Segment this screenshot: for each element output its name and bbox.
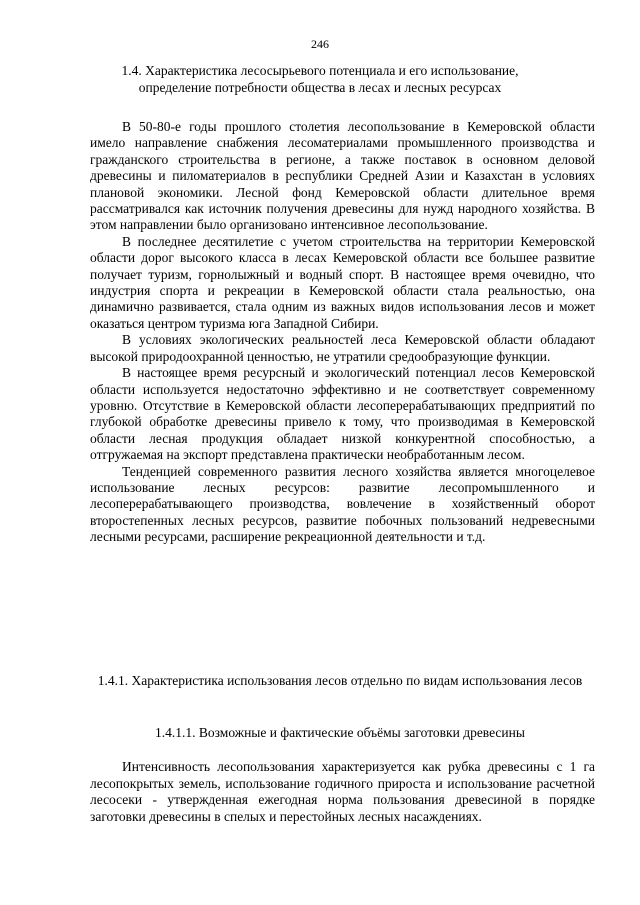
paragraph: В условиях экологических реальностей леса Кемеровской области обладают высокой природоохранной ценностью, не утратили средообразующие функции. — [90, 332, 595, 364]
paragraph: В 50-80-е годы прошлого столетия лесопользование в Кемеровской области имело направление снабжения лесоматериалами промышленного производства и гражданского строительства в регионе, а также поставок в основном деловой древесины и пиломатериалов в республики Средней Азии и Казахстан в условиях плановой экономики. Лесной фонд Кемеровской области длительное время рассматривался как источник получения древесины для нужд народного хозяйства. В этом направлении было организовано интенсивное лесопользование. — [90, 119, 595, 233]
page-number: 246 — [311, 37, 329, 51]
section-heading: 1.4. Характеристика лесосырьевого потенциала и его использование, определение потребности общества в лесах и лесных ресурсах — [121, 63, 519, 95]
subsubsection-heading: 1.4.1.1. Возможные и фактические объёмы заготовки древесины — [155, 725, 525, 740]
subsection-body — [90, 759, 595, 825]
section-body — [90, 119, 595, 546]
paragraph: Интенсивность лесопользования характеризуется как рубка древесины с 1 га лесопокрытых земель, использование годичного прироста и использование расчетной лесосеки - утвержденная ежегодная норма пользования древесиной в порядке заготовки древесины в спелых и перестойных лесных насаждениях. — [90, 759, 595, 824]
subsection-heading: 1.4.1. Характеристика использования лесов отдельно по видам использования лесов — [97, 673, 583, 688]
paragraph: В настоящее время ресурсный и экологический потенциал лесов Кемеровской области используется недостаточно эффективно и не соответствует современному уровню. Отсутствие в Кемеровской области лесоперерабатывающих предприятий по глубокой обработке древесины привело к тому, что производимая в Кемеровской области лесная продукция обладает низкой конкурентной способностью, а отгружаемая на экспорт представлена практически необработанным лесом. — [90, 365, 595, 463]
paragraph: Тенденцией современного развития лесного хозяйства является многоцелевое использование лесных ресурсов: развитие лесопромышленного и лесоперерабатывающего производства, вовлечение в хозяйственный оборот второстепенных лесных ресурсов, развитие побочных пользований недревесными лесными ресурсами, расширение рекреационной деятельности и т.д. — [90, 463, 595, 545]
paragraph: В последнее десятилетие с учетом строительства на территории Кемеровской области дорог высокого класса в лесах Кемеровской области все большее развитие получает туризм, горнолыжный и водный спорт. В настоящее время очевидно, что индустрия спорта и рекреации в Кемеровской области стала реальностью, она динамично развивается, стала одним из важных видов использования лесов и может оказаться центром туризма юга Западной Сибири. — [90, 233, 595, 331]
